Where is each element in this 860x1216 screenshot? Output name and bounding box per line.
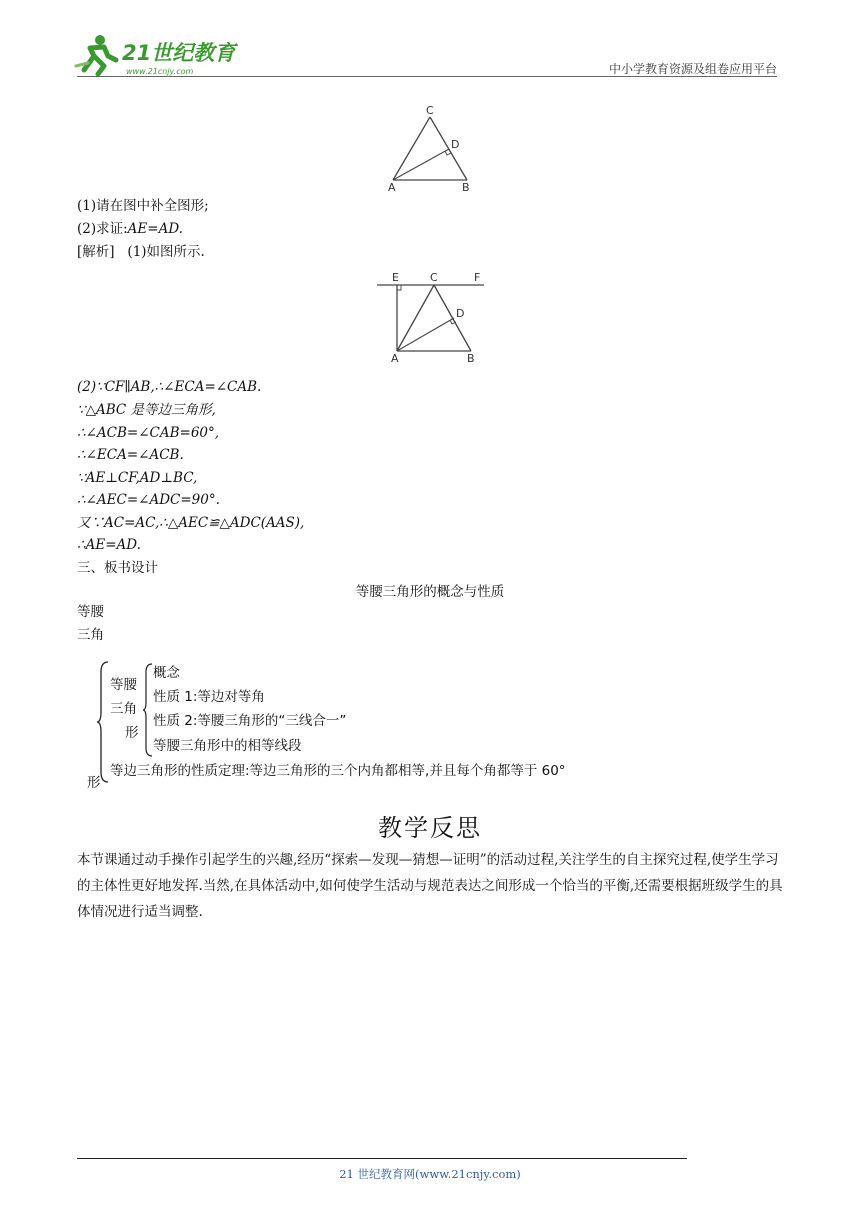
label-b: B: [467, 352, 475, 365]
section-heading: 三、板书设计: [77, 560, 158, 576]
question-1: (1)请在图中补全图形;: [77, 198, 209, 214]
label-c: C: [430, 271, 438, 284]
question-2: [77, 220, 183, 238]
header-divider: [77, 76, 777, 77]
logo-text: 21世纪教育: [122, 41, 236, 65]
proof-line-2: ∵△ABC 是等边三角形,: [77, 402, 216, 418]
board-item-1: 概念: [153, 665, 180, 681]
board-item-2: 性质 1:等边对等角: [153, 689, 265, 705]
board-item-3: 性质 2:等腰三角形的“三线合一”: [153, 713, 347, 729]
label-a: A: [388, 181, 396, 194]
left-label-line-1: 等腰: [77, 604, 104, 620]
proof-line-7: 又∵AC=AC,∴△AEC≌△ADC(AAS),: [77, 515, 305, 531]
board-theorem: 等边三角形的性质定理:等边三角形的三个内角都相等,并且每个角都等于 60°: [110, 763, 566, 779]
inner-label-line-3: 形: [125, 725, 139, 741]
outer-brace: [96, 660, 110, 784]
segment-ac: [393, 117, 430, 180]
segment-ac: [397, 285, 434, 351]
inner-label-line-2: 三角: [110, 701, 137, 717]
reflection-paragraph: 本节课通过动手操作引起学生的兴趣,经历“探索—发现—猜想—证明”的活动过程,关注学生的自主探究过程,使学生学习的主体性更好地发挥.当然,在具体活动中,如何使学生活动与规范表达之间形成一个恰当的平衡,还需要根据班级学生的具体情况进行适当调整.: [77, 852, 783, 920]
question-2-prefix: (2)求证:: [77, 221, 128, 237]
segment-bc: [430, 117, 467, 180]
footer-divider: [77, 1158, 687, 1159]
proof-line-3: ∴∠ACB=∠CAB=60°,: [77, 425, 220, 441]
label-f: F: [474, 271, 481, 284]
proof-line-8: ∴AE=AD.: [77, 537, 141, 553]
board-title: 等腰三角形的概念与性质: [355, 584, 505, 600]
reflection-title: 教学反思: [378, 814, 482, 842]
label-a: A: [391, 352, 399, 365]
analysis-text: (1)如图所示.: [127, 244, 205, 260]
left-label-line-2: 三角: [77, 627, 104, 643]
proof-line-6: ∴∠AEC=∠ADC=90°.: [77, 492, 220, 508]
segment-bc: [434, 285, 471, 351]
runner-icon: [76, 35, 116, 74]
left-label-line-3: 形: [87, 775, 101, 791]
label-e: E: [392, 271, 399, 284]
board-item-4: 等腰三角形中的相等线段: [153, 738, 302, 754]
label-b: B: [462, 181, 470, 194]
logo-url: www.21cnjy.com: [126, 67, 194, 76]
label-d: D: [451, 138, 460, 151]
triangle-figure-2: [370, 268, 490, 366]
inner-label-line-1: 等腰: [110, 677, 137, 693]
proof-line-1: (2)∵CF∥AB,∴∠ECA=∠CAB.: [77, 379, 262, 395]
footer-text: 21 世纪教育网(www.21cnjy.com): [339, 1167, 521, 1181]
analysis-tag: [解析]: [77, 244, 115, 260]
question-2-math: AE=AD.: [127, 221, 183, 237]
analysis-line: [77, 243, 205, 261]
label-c: C: [426, 104, 434, 117]
label-d: D: [456, 307, 465, 320]
triangle-figure-1: [380, 100, 490, 195]
proof-line-4: ∴∠ECA=∠ACB.: [77, 447, 184, 463]
site-name: 中小学教育资源及组卷应用平台: [608, 62, 777, 76]
site-logo: [70, 30, 250, 78]
proof-line-5: ∵AE⊥CF,AD⊥BC,: [77, 470, 198, 486]
